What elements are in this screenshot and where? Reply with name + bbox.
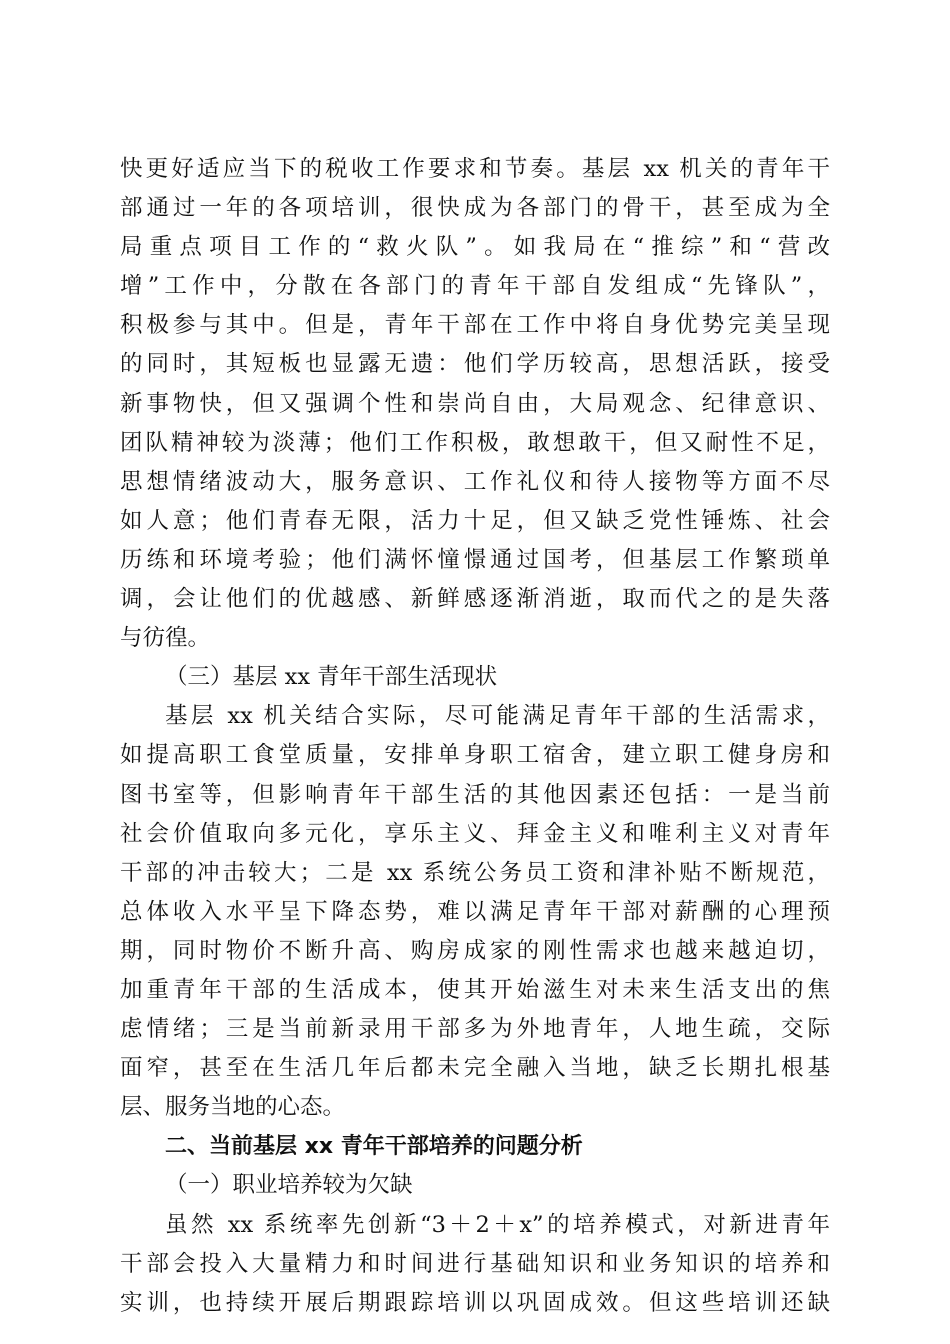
paragraph-line: 与彷徨。 [120,625,211,652]
paragraph-line: 部通过一年的各项培训，很快成为各部门的骨干，甚至成为全 [120,195,830,222]
paragraph-line: 历练和环境考验；他们满怀憧憬通过国考，但基层工作繁琐单 [120,546,830,573]
paragraph-line: 积极参与其中。但是，青年干部在工作中将自身优势完美呈现 [120,312,830,339]
paragraph-line: 面窄，甚至在生活几年后都未完全融入当地，缺乏长期扎根基 [120,1055,830,1082]
section-heading: 二、当前基层 xx 青年干部培养的问题分析 [165,1134,583,1160]
paragraph-line: 虑情绪；三是当前新录用干部多为外地青年，人地生疏，交际 [120,1016,830,1043]
paragraph-line: 实训，也持续开展后期跟踪培训以巩固成效。但这些培训还缺 [120,1289,830,1316]
paragraph-line: 社会价值取向多元化，享乐主义、拜金主义和唯利主义对青年 [120,820,830,847]
section-subheading: （三）基层 xx 青年干部生活现状 [165,664,498,691]
paragraph-line: 的同时，其短板也显露无遗：他们学历较高，思想活跃，接受 [120,351,830,378]
paragraph-line: 思想情绪波动大，服务意识、工作礼仪和待人接物等方面不尽 [120,468,830,495]
paragraph-line: 局重点项目工作的“救火队”。如我局在“推综”和“营改 [120,234,830,261]
paragraph-line: 基层 xx 机关结合实际，尽可能满足青年干部的生活需求， [165,703,830,730]
document-body [120,150,830,1323]
paragraph-line: 加重青年干部的生活成本，使其开始滋生对未来生活支出的焦 [120,976,830,1003]
paragraph-line: 虽然 xx 系统率先创新“3＋2＋x”的培养模式，对新进青年 [165,1211,830,1238]
paragraph-line: 调，会让他们的优越感、新鲜感逐渐消逝，取而代之的是失落 [120,586,830,613]
paragraph-line: 总体收入水平呈下降态势，难以满足青年干部对薪酬的心理预 [120,898,830,925]
paragraph-line: 快更好适应当下的税收工作要求和节奏。基层 xx 机关的青年干 [120,156,830,182]
paragraph-line: 增”工作中，分散在各部门的青年干部自发组成“先锋队”， [120,273,830,300]
paragraph-line: 干部的冲击较大；二是 xx 系统公务员工资和津补贴不断规范， [120,859,830,886]
paragraph-line: 如提高职工食堂质量，安排单身职工宿舍，建立职工健身房和 [120,742,830,769]
paragraph-line: 层、服务当地的心态。 [120,1094,346,1121]
paragraph-line: 干部会投入大量精力和时间进行基础知识和业务知识的培养和 [120,1250,830,1277]
section-subheading: （一）职业培养较为欠缺 [165,1172,413,1199]
paragraph-line: 期，同时物价不断升高、购房成家的刚性需求也越来越迫切， [120,937,830,964]
paragraph-line: 新事物快，但又强调个性和崇尚自由，大局观念、纪律意识、 [120,390,830,417]
paragraph-line: 图书室等，但影响青年干部生活的其他因素还包括：一是当前 [120,781,830,808]
paragraph-line: 如人意；他们青春无限，活力十足，但又缺乏党性锤炼、社会 [120,507,830,534]
paragraph-line: 团队精神较为淡薄；他们工作积极，敢想敢干，但又耐性不足， [120,429,830,456]
